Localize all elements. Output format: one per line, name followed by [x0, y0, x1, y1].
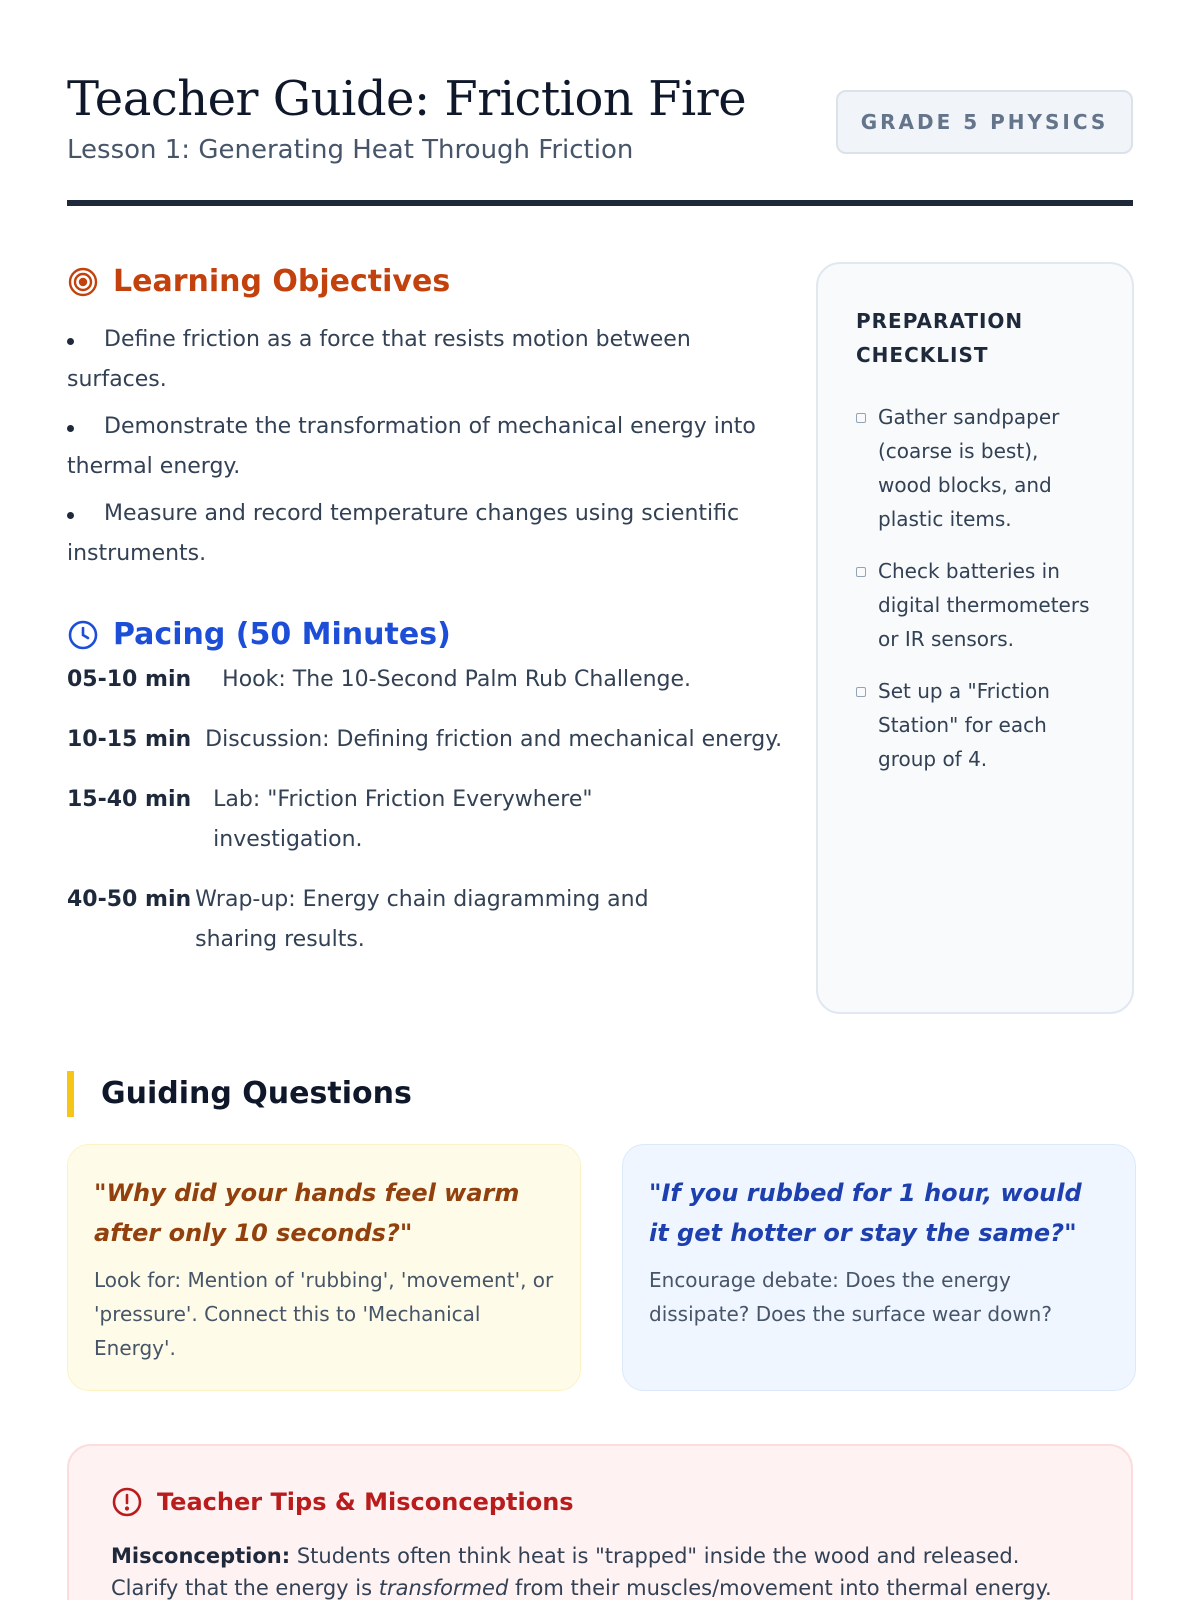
- teacher-tips-box: [67, 1444, 1133, 1600]
- page-subtitle: Lesson 1: Generating Heat Through Friction: [67, 135, 634, 165]
- question-note: Encourage debate: Does the energy dissipate? Does the surface wear down?: [649, 1268, 1052, 1326]
- preparation-checklist: [816, 262, 1134, 1014]
- objectives-list: [67, 320, 767, 581]
- checklist-title: PREPARATION CHECKLIST: [856, 309, 1024, 367]
- checkbox-icon[interactable]: [856, 687, 866, 697]
- checklist-item: Set up a "Friction Station" for each group of 4.: [856, 674, 1094, 776]
- pacing-row: [67, 780, 787, 860]
- pacing-description: Lab: "Friction Friction Everywhere" investigation.: [213, 787, 593, 852]
- pacing-time: 40-50 min: [67, 887, 192, 912]
- target-icon: [67, 266, 99, 298]
- pacing-description: Wrap-up: Energy chain diagramming and sharing results.: [195, 887, 649, 952]
- checkbox-icon[interactable]: [856, 413, 866, 423]
- tips-text: Misconception: Students often think heat is "trapped" inside the wood and released. Clarify that the energy is transformed from their muscles/movement into thermal energy.: [111, 1544, 1052, 1600]
- misconception-label: Misconception:: [111, 1544, 291, 1568]
- pacing-row: [67, 660, 787, 700]
- question-quote: "Why did your hands feel warm after only 10 seconds?": [94, 1179, 520, 1247]
- page-header: [67, 68, 1133, 208]
- pacing-heading: [67, 617, 451, 652]
- guiding-question-card: [622, 1144, 1136, 1391]
- guiding-questions-heading: Guiding Questions: [67, 1071, 412, 1117]
- pacing-time: 05-10 min: [67, 667, 192, 692]
- pacing-schedule: [67, 660, 787, 980]
- pacing-row: [67, 880, 787, 960]
- objective-item: Measure and record temperature changes using scientific instruments.: [67, 501, 740, 566]
- tips-heading: [111, 1486, 1089, 1518]
- clock-icon: [67, 619, 99, 651]
- guiding-question-card: [67, 1144, 581, 1391]
- pacing-heading-label: Pacing (50 Minutes): [113, 617, 451, 652]
- pacing-time: 10-15 min: [67, 727, 192, 752]
- question-note: Look for: Mention of 'rubbing', 'movement', or 'pressure'. Connect this to 'Mechanical Energy'.: [94, 1268, 554, 1360]
- pacing-time: 15-40 min: [67, 787, 192, 812]
- checklist-items: [856, 400, 1094, 776]
- emphasis-text: transformed: [378, 1576, 509, 1600]
- pacing-row: [67, 720, 787, 760]
- objectives-heading: [67, 264, 450, 299]
- checklist-item: Gather sandpaper (coarse is best), wood blocks, and plastic items.: [856, 400, 1094, 536]
- question-quote: "If you rubbed for 1 hour, would it get hotter or stay the same?": [649, 1179, 1082, 1247]
- grade-badge: GRADE 5 PHYSICS: [836, 90, 1133, 154]
- pacing-description: Hook: The 10-Second Palm Rub Challenge.: [222, 667, 692, 692]
- objective-item: Define friction as a force that resists motion between surfaces.: [67, 327, 691, 392]
- tips-heading-label: Teacher Tips & Misconceptions: [157, 1488, 574, 1516]
- checklist-item: Check batteries in digital thermometers or IR sensors.: [856, 554, 1094, 656]
- page-title: Teacher Guide: Friction Fire: [67, 71, 747, 127]
- checkbox-icon[interactable]: [856, 567, 866, 577]
- objectives-heading-label: Learning Objectives: [113, 264, 451, 299]
- pacing-description: Discussion: Defining friction and mechanical energy.: [205, 727, 783, 752]
- header-divider: [67, 200, 1133, 206]
- objective-item: Demonstrate the transformation of mechanical energy into thermal energy.: [67, 414, 756, 479]
- alert-circle-icon: [111, 1486, 143, 1518]
